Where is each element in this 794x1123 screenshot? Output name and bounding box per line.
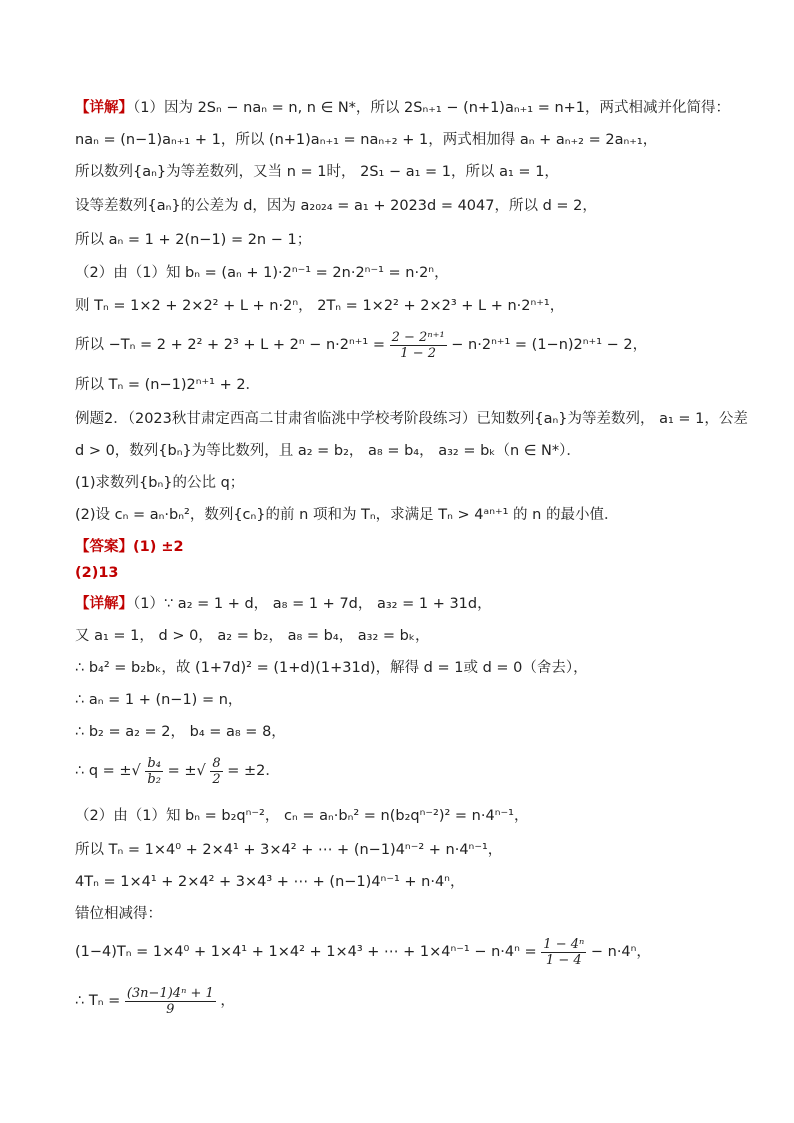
fraction-geometric-sum [390, 330, 447, 361]
subtraction-left: (1−4)Tₙ = 1×4⁰ + 1×4¹ + 1×4² + 1×4³ + ⋯ + 1×4ⁿ⁻¹ − n·4ⁿ = [75, 944, 537, 960]
fraction-8-over-2 [210, 756, 222, 787]
line-4: 设等差数列{aₙ}的公差为 d，因为 a₂₀₂₄ = a₁ + 2023d = 4047，所以 d = 2， [75, 198, 597, 214]
example-2-line-2: d > 0，数列{bₙ}为等比数列，且 a₂ = b₂， a₈ = b₄， a₃₂ = bₖ（n ∈ N*）． [75, 443, 581, 459]
detail-2-line-3: ∴ b₄² = b₂bₖ，故 (1+7d)² = (1+d)(1+31d)，解得 d = 1或 d = 0（舍去）， [75, 660, 588, 676]
example-2-line-1: 例题2．（2023秋甘肃定西高二甘肃省临洮中学校考阶段练习）已知数列{aₙ}为等差数列， a₁ = 1，公差 [75, 411, 748, 427]
detail-tag-2: 【详解】 [75, 596, 133, 612]
line-6: （2）由（1）知 bₙ = (aₙ + 1)·2ⁿ⁻¹ = 2n·2ⁿ⁻¹ = n·2ⁿ， [75, 265, 449, 281]
fraction-denominator: 1 − 2 [400, 345, 436, 361]
subtraction-right: − n·4ⁿ， [590, 944, 651, 960]
line-8 [75, 328, 647, 362]
q-expression-mid: = ±√ [167, 763, 206, 779]
detail-2-line-12 [75, 982, 235, 1020]
fraction-numerator: (3n−1)4ⁿ + 1 [126, 985, 214, 1001]
question-1: (1)求数列{bₙ}的公比 q； [75, 475, 245, 491]
detail-2-line-4: ∴ aₙ = 1 + (n−1) = n， [75, 692, 243, 708]
t-n-result-right: ， [220, 993, 235, 1009]
fraction-denominator: b₂ [147, 771, 161, 787]
line-9: 所以 Tₙ = (n−1)2ⁿ⁺¹ + 2． [75, 377, 261, 393]
detail-2-line-9: 4Tₙ = 1×4¹ + 2×4² + 3×4³ + ⋯ + (n−1)4ⁿ⁻¹ + n·4ⁿ， [75, 874, 465, 890]
fraction-t-n [125, 986, 216, 1017]
fraction-denominator: 9 [166, 1001, 175, 1017]
line-1-text: （1）因为 2Sₙ − naₙ = n, n ∈ N*，所以 2Sₙ₊₁ − (n+1)aₙ₊₁ = n+1，两式相减并化简得： [133, 100, 731, 116]
fraction-numerator: 2 − 2ⁿ⁺¹ [391, 329, 445, 345]
line-2: naₙ = (n−1)aₙ₊₁ + 1，所以 (n+1)aₙ₊₁ = naₙ₊₂ + 1，两式相加得 aₙ + aₙ₊₂ = 2aₙ₊₁， [75, 132, 658, 148]
line-5: 所以 aₙ = 1 + 2(n−1) = 2n − 1； [75, 232, 312, 248]
fraction-denominator: 2 [212, 771, 221, 787]
answer-line-1 [75, 537, 184, 557]
t-n-result-left: ∴ Tₙ = [75, 993, 121, 1009]
answer-2: (2)13 [75, 565, 119, 581]
line-7: 则 Tₙ = 1×2 + 2×2² + L + n·2ⁿ， 2Tₙ = 1×2² + 2×2³ + L + n·2ⁿ⁺¹， [75, 298, 565, 314]
fraction-b4-over-b2 [145, 756, 163, 787]
detail-2-line-8: 所以 Tₙ = 1×4⁰ + 2×4¹ + 3×4² + ⋯ + (n−1)4ⁿ⁻² + n·4ⁿ⁻¹， [75, 842, 503, 858]
detail-2-line-1 [75, 594, 492, 614]
fraction-denominator: 1 − 4 [545, 952, 582, 968]
answer-tag: 【答案】 [75, 539, 133, 555]
q-expression-start: ∴ q = ±√ [75, 763, 141, 779]
line-1 [75, 98, 730, 118]
detail-tag: 【详解】 [75, 100, 133, 116]
line-8-right: − n·2ⁿ⁺¹ = (1−n)2ⁿ⁺¹ − 2， [451, 337, 648, 353]
answer-1: (1) ±2 [133, 539, 184, 555]
fraction-numerator: b₄ [147, 755, 161, 771]
detail-2-line-7: （2）由（1）知 bₙ = b₂qⁿ⁻²， cₙ = aₙ·bₙ² = n(b₂qⁿ⁻²)² = n·4ⁿ⁻¹， [75, 808, 529, 824]
detail-2-line-6 [75, 752, 280, 790]
q-expression-end: = ±2． [227, 763, 280, 779]
detail-2-line-2: 又 a₁ = 1， d > 0， a₂ = b₂， a₈ = b₄， a₃₂ = bₖ， [75, 628, 430, 644]
detail-2-text: （1）∵ a₂ = 1 + d， a₈ = 1 + 7d， a₃₂ = 1 + 31d， [133, 596, 492, 612]
detail-2-line-5: ∴ b₂ = a₂ = 2， b₄ = a₈ = 8， [75, 724, 286, 740]
line-3: 所以数列{aₙ}为等差数列，又当 n = 1时， 2S₁ − a₁ = 1，所以 a₁ = 1， [75, 164, 559, 180]
detail-2-line-11 [75, 933, 651, 971]
line-8-left: 所以 −Tₙ = 2 + 2² + 2³ + L + 2ⁿ − n·2ⁿ⁺¹ = [75, 337, 386, 353]
fraction-power-sum [541, 937, 586, 968]
fraction-numerator: 1 − 4ⁿ [543, 936, 585, 952]
fraction-numerator: 8 [212, 755, 221, 771]
detail-2-line-10: 错位相减得： [75, 906, 162, 922]
question-2: (2)设 cₙ = aₙ·bₙ²，数列{cₙ}的前 n 项和为 Tₙ，求满足 Tₙ > 4ᵃⁿ⁺¹ 的 n 的最小值． [75, 507, 619, 523]
